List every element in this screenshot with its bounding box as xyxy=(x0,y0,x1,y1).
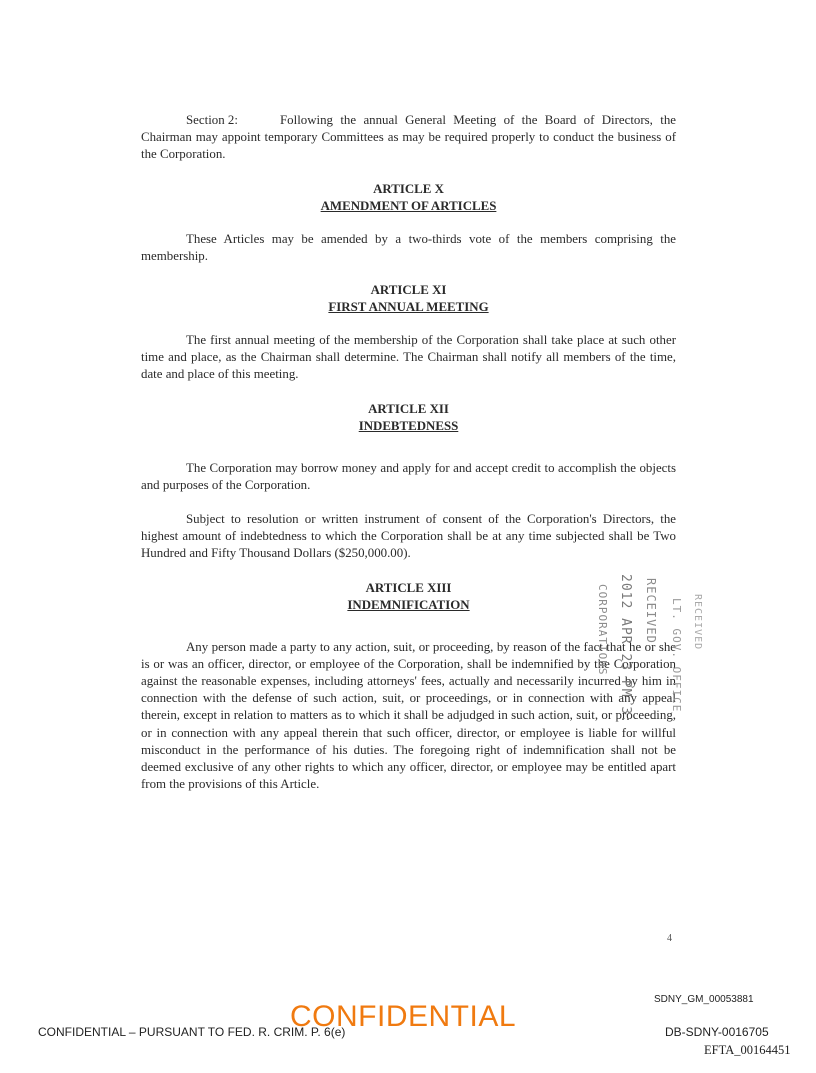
article-12-heading xyxy=(141,401,676,435)
section-2-label: Section 2: xyxy=(186,113,238,127)
article-10-number: ARTICLE X xyxy=(373,181,444,196)
article-12-title: INDEBTEDNESS xyxy=(358,418,459,433)
stamp-line-1: CORPORATIONS xyxy=(596,584,609,676)
article-11-title: FIRST ANNUAL MEETING xyxy=(328,300,489,315)
stamp-line-2: 2012 APR 23 PM 3: xyxy=(618,574,633,725)
article-11-number: ARTICLE XI xyxy=(370,283,447,298)
bates-sdny: SDNY_GM_00053881 xyxy=(654,994,754,1005)
confidentiality-notice: CONFIDENTIAL – PURSUANT TO FED. R. CRIM. P. 6(e) xyxy=(38,1025,346,1039)
stamp-line-4: LT. GOV. OFFICE xyxy=(670,598,683,713)
confidential-watermark: CONFIDENTIAL xyxy=(290,1000,517,1033)
efta-number: EFTA_00164451 xyxy=(704,1043,791,1057)
article-10-heading xyxy=(141,181,676,215)
stamp-line-5: RECEIVED xyxy=(692,594,703,651)
received-stamp xyxy=(596,574,716,734)
section-2-text: Following the annual General Meeting of the Board of Directors, the Chairman may appoint temporary Committees as may be required properly to conduct the business of the Corporation. xyxy=(141,113,676,162)
db-bates-number: DB-SDNY-0016705 xyxy=(665,1025,769,1039)
article-12-paragraph-1: The Corporation may borrow money and apply for and accept credit to accomplish the objects and purposes of the Corporation. xyxy=(141,460,676,492)
article-11-heading xyxy=(141,282,676,316)
article-11-paragraph: The first annual meeting of the membership of the Corporation shall take place at such other time and place, as the Chairman shall determine. The Chairman shall notify all members of the time, date and place of this meeting. xyxy=(141,333,676,382)
article-13-number: ARTICLE XIII xyxy=(365,580,452,595)
article-10-title: AMENDMENT OF ARTICLES xyxy=(320,198,497,213)
article-13-paragraph: Any person made a party to any action, suit, or proceeding, by reason of the fact that he or she is or was an officer, director, or employee of the Corporation, shall be indemnified by the Corporation against the reasonable expenses, including attorneys' fees, actually and necessarily incurred by him in connection with the defense of such action, suit, or proceedings, or in connection with any appeal therein, except in relation to matters as to which it shall be adjudged in such action, suit, or proceeding, or in connection with any appeal therein that such officer, director, or employee is liable for willful misconduct in the performance of his duties. The foregoing right of indemnification shall not be deemed exclusive of any other rights to which any officer, director, or employee may be entitled apart from the provisions of this Article. xyxy=(141,639,676,792)
section-2-paragraph xyxy=(141,112,676,164)
article-12-paragraph-2: Subject to resolution or written instrument of consent of the Corporation's Directors, the highest amount of indebtedness to which the Corporation shall be at any time subjected shall be Two Hundred and Fifty Thousand Dollars ($250,000.00). xyxy=(141,512,676,561)
article-10-paragraph: These Articles may be amended by a two-thirds vote of the members comprising the membership. xyxy=(141,231,676,263)
page-number: 4 xyxy=(667,933,672,944)
stamp-line-3: RECEIVED xyxy=(644,578,658,644)
article-12-number: ARTICLE XII xyxy=(368,401,449,416)
article-13-title: INDEMNIFICATION xyxy=(347,597,470,612)
